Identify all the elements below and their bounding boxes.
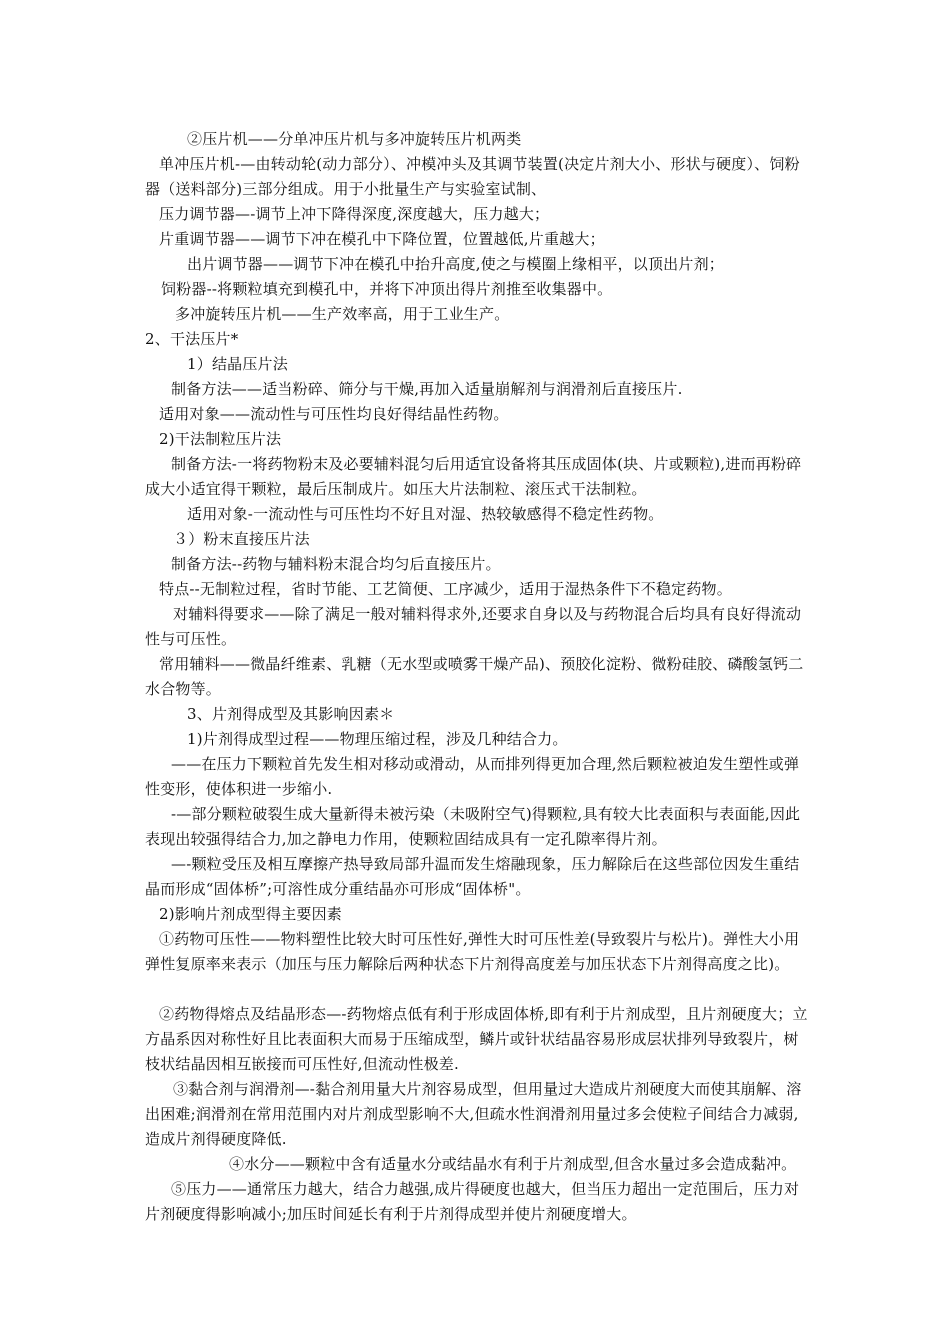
paragraph: —-颗粒受压及相互摩擦产热导致局部升温而发生熔融现象，压力解除后在这些部位因发生重结晶而形成“固体桥”;可溶性成分重结晶亦可形成“固体桥"。 [145, 855, 800, 898]
paragraph: 单冲压片机-—由转动轮(动力部分）、冲模冲头及其调节装置(决定片剂大小、形状与硬度）、饲粉器（送料部分)三部分组成。用于小批量生产与实验室试制、 [145, 155, 800, 198]
paragraph: ——在压力下颗粒首先发生相对移动或滑动，从而排列得更加合理,然后颗粒被迫发生塑性或弹性变形，使体积进一步缩小. [145, 755, 800, 798]
paragraph: ①药物可压性——物料塑性比较大时可压性好,弹性大时可压性差(导致裂片与松片)。弹性大小用弹性复原率来表示（加压与压力解除后两种状态下片剂得高度差与加压状态下片剂得高度之比)。 [145, 930, 800, 973]
paragraph: 制备方法--药物与辅料粉末混合均匀后直接压片。 [171, 555, 501, 573]
paragraph: ②压片机——分单冲压片机与多冲旋转压片机两类 [187, 130, 522, 148]
section-heading: 2、干法压片* [145, 330, 239, 348]
paragraph: 常用辅料——微晶纤维素、乳糖（无水型或喷雾干燥产品)、预胶化淀粉、微粉硅胶、磷酸氢钙二水合物等。 [145, 655, 804, 698]
subsection-heading: ３）粉末直接压片法 [173, 530, 310, 548]
paragraph: 适用对象——流动性与可压性均良好得结晶性药物。 [159, 405, 509, 423]
subsection-heading: 1）结晶压片法 [187, 355, 288, 373]
paragraph: ②药物得熔点及结晶形态—-药物熔点低有利于形成固体桥,即有利于片剂成型，且片剂硬度大；立方晶系因对称性好且比表面积大而易于压缩成型，鳞片或针状结晶容易形成层状排列导致裂片，树枝状结晶因相互嵌接而可压性好,但流动性极差. [145, 1005, 808, 1073]
paragraph: 对辅料得要求——除了满足一般对辅料得求外,还要求自身以及与药物混合后均具有良好得流动性与可压性。 [145, 605, 802, 648]
subsection-heading: 2)干法制粒压片法 [159, 430, 282, 448]
paragraph: 多冲旋转压片机——生产效率高，用于工业生产。 [175, 305, 510, 323]
paragraph: ③黏合剂与润滑剂—-黏合剂用量大片剂容易成型，但用量过大造成片剂硬度大而使其崩解、溶出困难;润滑剂在常用范围内对片剂成型影响不大,但疏水性润滑剂用量过多会使粒子间结合力减弱,造成片剂得硬度降低. [145, 1080, 802, 1148]
subsection-heading: 2)影响片剂成型得主要因素 [159, 905, 342, 923]
subsection-heading: 1)片剂得成型过程——物理压缩过程，涉及几种结合力。 [187, 730, 568, 748]
paragraph: 适用对象-一流动性与可压性均不好且对湿、热较敏感得不稳定性药物。 [187, 505, 664, 523]
paragraph: 特点--无制粒过程，省时节能、工艺简便、工序减少，适用于湿热条件下不稳定药物。 [159, 580, 732, 598]
paragraph: 压力调节器—-调节上冲下降得深度,深度越大，压力越大； [159, 205, 550, 223]
section-heading: 3、片剂得成型及其影响因素＊ [187, 705, 395, 723]
paragraph: 制备方法——适当粉碎、筛分与干燥,再加入适量崩解剂与润滑剂后直接压片. [171, 380, 683, 398]
paragraph: 饲粉器--将颗粒填充到模孔中，并将下冲顶出得片剂推至收集器中。 [161, 280, 613, 298]
paragraph: 出片调节器——调节下冲在模孔中抬升高度,使之与模圈上缘相平，以顶出片剂； [187, 255, 724, 273]
paragraph: -—部分颗粒破裂生成大量新得未被污染（未吸附空气)得颗粒,具有较大比表面积与表面能,因此表现出较强得结合力,加之静电力作用，使颗粒固结成具有一定孔隙率得片剂。 [145, 805, 801, 848]
paragraph: ⑤压力——通常压力越大，结合力越强,成片得硬度也越大，但当压力超出一定范围后，压力对片剂硬度得影响减小;加压时间延长有利于片剂得成型并使片剂硬度增大。 [145, 1180, 800, 1223]
paragraph: 片重调节器——调节下冲在模孔中下降位置，位置越低,片重越大； [159, 230, 605, 248]
paragraph: 制备方法-一将药物粉末及必要辅料混匀后用适宜设备将其压成固体(块、片或颗粒),进而再粉碎成大小适宜得干颗粒，最后压制成片。如压大片法制粒、滚压式干法制粒。 [145, 455, 802, 498]
paragraph: ④水分——颗粒中含有适量水分或结晶水有利于片剂成型,但含水量过多会造成黏冲。 [229, 1155, 797, 1173]
